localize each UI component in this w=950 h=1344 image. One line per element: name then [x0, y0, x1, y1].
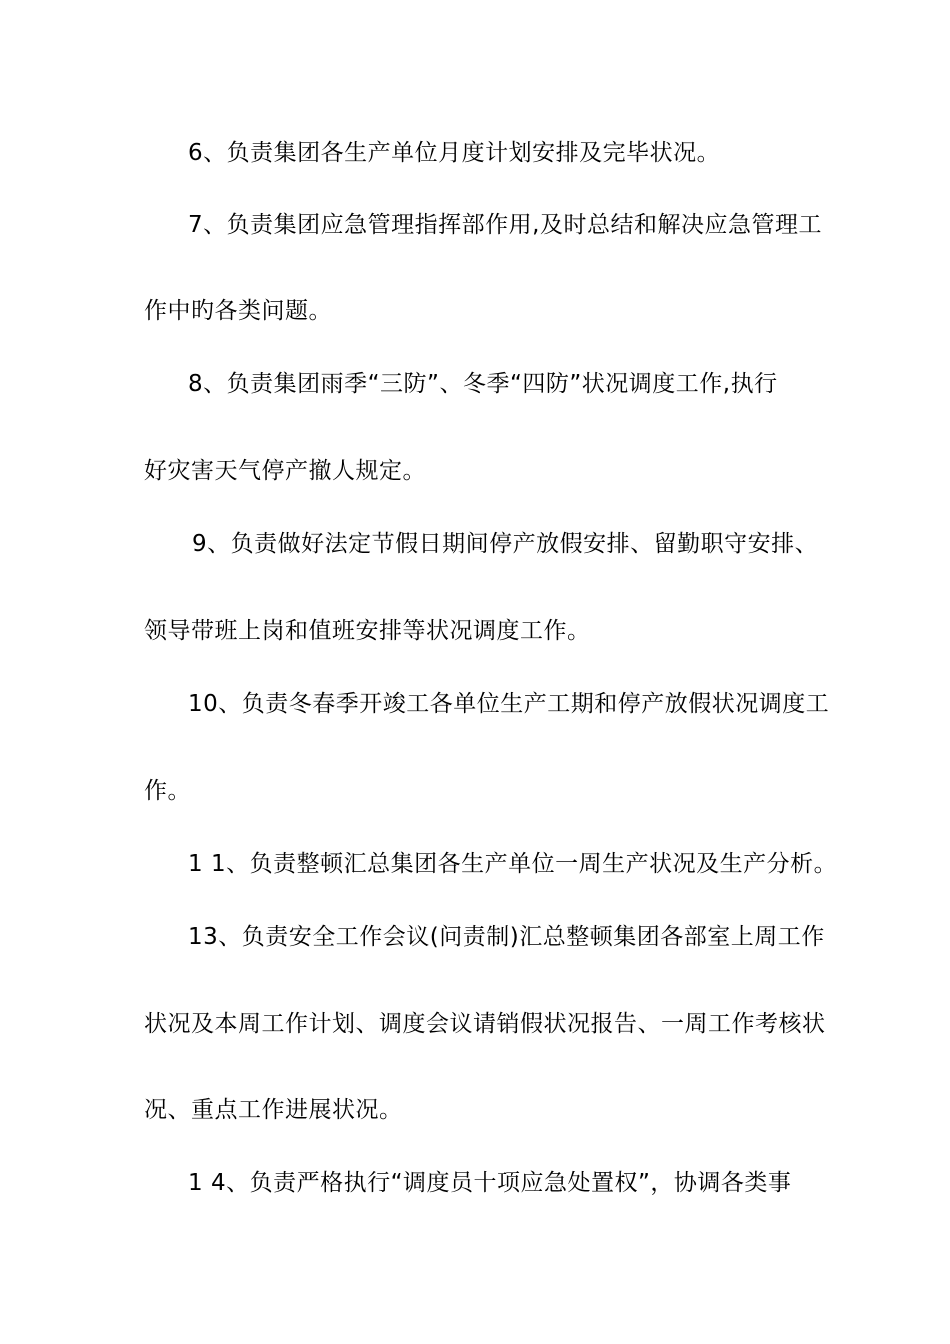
paragraph-13: 13、负责安全工作会议(问责制)汇总整顿集团各部室上周工作 — [188, 924, 825, 950]
paragraph-9: 9、负责做好法定节假日期间停产放假安排、留勤职守安排、 — [192, 531, 819, 557]
paragraph-7-continued: 作中旳各类问题。 — [144, 298, 332, 324]
paragraph-6: 6、负责集团各生产单位月度计划安排及完毕状况。 — [188, 140, 721, 166]
paragraph-7: 7、负责集团应急管理指挥部作用,及时总结和解决应急管理工 — [188, 212, 822, 238]
paragraph-10: 10、负责冬春季开竣工各单位生产工期和停产放假状况调度工 — [188, 691, 830, 717]
paragraph-8-continued: 好灾害天气停产撤人规定。 — [144, 458, 426, 484]
paragraph-10-continued: 作。 — [144, 778, 191, 804]
paragraph-14: 1 4、负责严格执行“调度员十项应急处置权”，协调各类事 — [188, 1170, 792, 1196]
paragraph-11: 1 1、负责整顿汇总集团各生产单位一周生产状况及生产分析。 — [188, 851, 838, 877]
paragraph-9-continued: 领导带班上岗和值班安排等状况调度工作。 — [144, 618, 591, 644]
paragraph-13-continued-1: 状况及本周工作计划、调度会议请销假状况报告、一周工作考核状 — [144, 1011, 826, 1037]
paragraph-13-continued-2: 况、重点工作进展状况。 — [144, 1097, 403, 1123]
paragraph-8: 8、负责集团雨季“三防”、冬季“四防”状况调度工作,执行 — [188, 371, 778, 397]
